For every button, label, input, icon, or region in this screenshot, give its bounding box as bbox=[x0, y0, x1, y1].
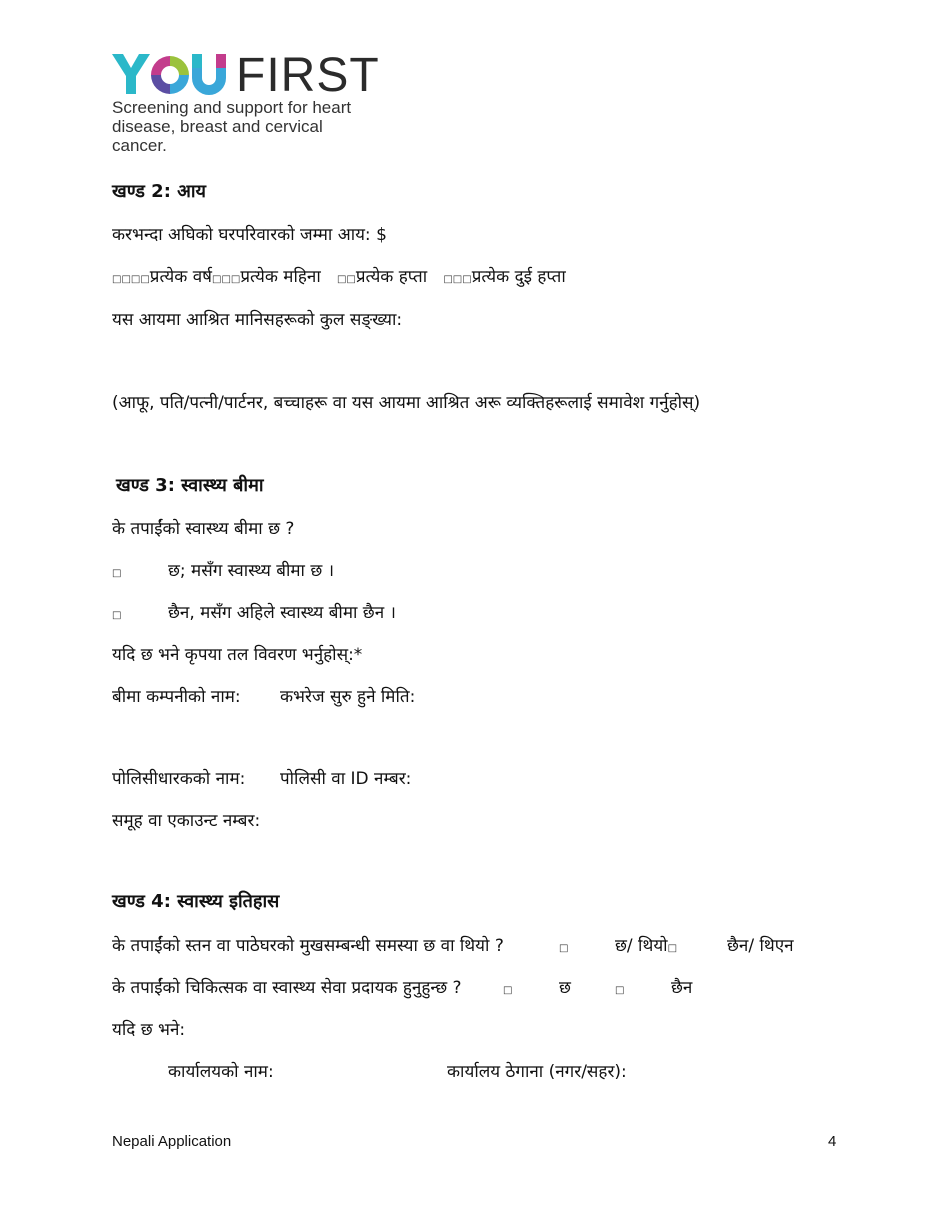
insurance-question: के तपाईंको स्वास्थ्य बीमा छ ? bbox=[112, 519, 295, 539]
group-account-label: समूह वा एकाउन्ट नम्बर: bbox=[112, 811, 261, 831]
coverage-start-label: कभरेज सुरु हुने मिति: bbox=[280, 687, 416, 707]
q2-yes-box bbox=[503, 977, 512, 1002]
freq-each-year-label: प्रत्येक वर्ष bbox=[149, 267, 212, 287]
q1-yes-label: छ/ थियो bbox=[615, 936, 668, 956]
q1-yes-label-row bbox=[615, 935, 677, 960]
policyholder-name-label: पोलिसीधारकको नाम: bbox=[112, 769, 246, 789]
insurance-no-row bbox=[112, 602, 121, 627]
logo-first-text: FIRST bbox=[236, 49, 380, 102]
insurance-yes-label: छ; मसँग स्वास्थ्य बीमा छ । bbox=[168, 561, 335, 581]
health-history-q2: के तपाईंको चिकित्सक वा स्वास्थ्य सेवा प्रदायक हुनुहुन्छ ? bbox=[112, 978, 462, 998]
dependents-note: (आफू, पति/पत्नी/पार्टनर, बच्चाहरू वा यस आयमा आश्रित अरू व्यक्तिहरूलाई समावेश गर्नुहोस्) bbox=[112, 393, 701, 413]
freq-each-week-label: प्रत्येक हप्ता bbox=[355, 267, 428, 287]
insurance-if-yes: यदि छ भने कृपया तल विवरण भर्नुहोस्:* bbox=[112, 645, 363, 665]
checkbox-q2-no[interactable]: □ bbox=[615, 985, 625, 996]
dependents-label: यस आयमा आश्रित मानिसहरूको कुल सङ्ख्या: bbox=[112, 310, 403, 330]
you-logo-mark bbox=[112, 54, 227, 96]
section2-title: खण्ड 2: आय bbox=[112, 181, 206, 202]
income-frequency-row bbox=[112, 266, 566, 291]
checkbox-each-month[interactable]: □□□ bbox=[212, 274, 241, 285]
income-label: करभन्दा अघिको घरपरिवारको जम्मा आय: $ bbox=[112, 225, 387, 245]
checkbox-q2-yes[interactable]: □ bbox=[503, 985, 513, 996]
q2-no-box bbox=[615, 977, 624, 1002]
checkbox-insurance-no[interactable]: □ bbox=[112, 610, 122, 621]
checkbox-each-two-weeks[interactable]: □□□ bbox=[443, 274, 472, 285]
q2-yes-label: छ bbox=[559, 978, 571, 998]
health-history-q1: के तपाईंको स्तन वा पाठेघरको मुखसम्बन्धी समस्या छ वा थियो ? bbox=[112, 936, 504, 956]
checkbox-each-week[interactable]: □□ bbox=[336, 274, 356, 285]
freq-each-month-label: प्रत्येक महिना bbox=[240, 267, 321, 287]
page-number: 4 bbox=[828, 1133, 837, 1150]
insurance-yes-row bbox=[112, 560, 121, 585]
you-first-logo bbox=[112, 49, 382, 155]
checkbox-each-year[interactable]: □□□□ bbox=[112, 274, 150, 285]
footer-left: Nepali Application bbox=[112, 1133, 232, 1150]
health-if-yes: यदि छ भने: bbox=[112, 1020, 186, 1040]
office-name-label: कार्यालयको नाम: bbox=[168, 1062, 274, 1082]
checkbox-insurance-yes[interactable]: □ bbox=[112, 568, 122, 579]
logo-tagline-1: Screening and support for heart bbox=[112, 98, 352, 117]
q1-no-label: छैन/ थिएन bbox=[727, 936, 794, 956]
insurance-no-label: छैन, मसँग अहिले स्वास्थ्य बीमा छैन । bbox=[168, 603, 396, 623]
section3-title: खण्ड 3: स्वास्थ्य बीमा bbox=[116, 475, 264, 496]
checkbox-q1-no[interactable]: □ bbox=[667, 943, 678, 954]
company-name-label: बीमा कम्पनीको नाम: bbox=[112, 687, 241, 707]
freq-each-two-weeks-label: प्रत्येक दुई हप्ता bbox=[471, 267, 566, 287]
checkbox-q1-yes[interactable]: □ bbox=[559, 943, 569, 954]
q2-no-label: छैन bbox=[671, 978, 693, 998]
q1-yes-row bbox=[559, 935, 568, 960]
policy-id-label: पोलिसी वा ID नम्बर: bbox=[280, 769, 412, 789]
office-address-label: कार्यालय ठेगाना (नगर/सहर): bbox=[447, 1062, 627, 1082]
section4-title: खण्ड 4: स्वास्थ्य इतिहास bbox=[112, 891, 280, 912]
logo-tagline-2: disease, breast and cervical cancer. bbox=[112, 117, 323, 155]
